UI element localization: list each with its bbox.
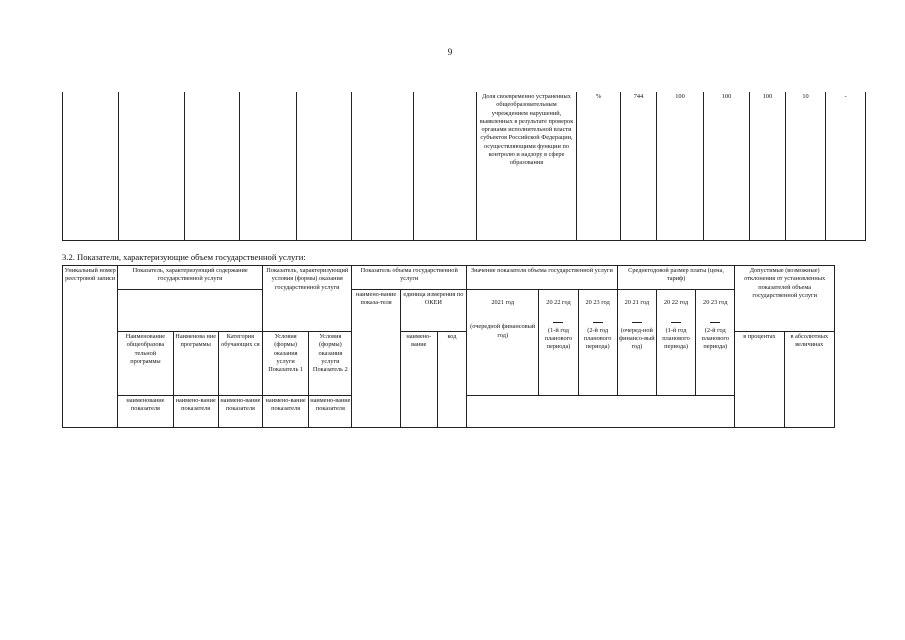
value-year-2-cell: 100 xyxy=(704,92,750,241)
fee-header: Среднегодовой размер платы (цена, тариф) xyxy=(617,266,735,290)
conditions-indicator-header: Показатель, характеризующий условия (формы) оказания государственной услуги xyxy=(263,266,352,332)
value-period-label: (2-й год планового периода) xyxy=(583,326,612,351)
deviation-header: Допустимые (возможные) отклонения от установленных показателей объема государственной услуги xyxy=(735,266,835,332)
content-sub-header: Наименование общеобразова тельной программы xyxy=(118,332,173,396)
indicator-name-cell: Доля своевременно устраненных общеобразовательным учреждением нарушений, выявленных в результате проверок органами исполнительной власти субъектов Российской Федерации, осуществляющими функции по контролю и надзору в сфере образования xyxy=(477,92,577,241)
table-row xyxy=(63,92,866,241)
blank-underline xyxy=(593,315,603,323)
empty-cell xyxy=(119,92,185,241)
conditions-sub-header: Условия (формы) оказания услуги Показатель 2 xyxy=(309,332,352,396)
okei-header: единица измерения по ОКЕИ xyxy=(400,290,466,332)
fee-year-2022-header: 20 22 год (1-й год планового периода) xyxy=(656,290,695,396)
value-year-3-cell: 100 xyxy=(750,92,786,241)
unit-cell: % xyxy=(577,92,621,241)
blank-underline xyxy=(671,315,681,323)
table-row xyxy=(63,290,835,332)
blank-underline xyxy=(710,315,720,323)
empty-cell xyxy=(185,92,240,241)
fee-period-label: (2-й год планового периода) xyxy=(701,326,729,351)
name-cell: наименование показателя xyxy=(118,396,173,428)
name-cell: наимено-вание показателя xyxy=(173,396,218,428)
content-sub-header: Наименова ние программы xyxy=(173,332,218,396)
deviation-absolute-header: в абсолютных величинах xyxy=(784,332,834,428)
blank-underline xyxy=(632,315,642,323)
empty-cell xyxy=(297,92,352,241)
value-year-2022-header: 20 22 год (1-й год планового периода) xyxy=(539,290,578,396)
value-year-label: 2021 год xyxy=(491,299,515,306)
value-year-2023-header: 20 23 год (2-й год планового периода) xyxy=(578,290,617,396)
value-period-label: (очередной финансовый год) xyxy=(470,323,536,339)
fee-period-label: (очеред-ной финансо-вый год) xyxy=(619,326,655,351)
okei-code-header: код xyxy=(437,332,466,428)
fee-period-label: (1-й год планового периода) xyxy=(662,326,690,351)
empty-cell xyxy=(414,92,477,241)
okei-name-header: наимено-вание xyxy=(400,332,437,428)
name-cell: наимено-вание показателя xyxy=(309,396,352,428)
name-cell: наимено-вание показателя xyxy=(218,396,262,428)
fee-year-2021-header: 20 21 год (очеред-ной финансо-вый год) xyxy=(617,290,656,396)
conditions-sub-header: Условия (формы) оказания услуги Показатель 1 xyxy=(263,332,309,396)
name-cell: наимено-вание показателя xyxy=(263,396,309,428)
empty-cell xyxy=(63,92,119,241)
volume-value-header: Значение показателя объема государственной услуги xyxy=(467,266,618,290)
deviation-absolute-cell: - xyxy=(826,92,866,241)
okei-code-cell: 744 xyxy=(621,92,657,241)
blank-underline xyxy=(553,315,563,323)
empty-cell xyxy=(467,396,735,428)
value-period-label: (1-й год планового периода) xyxy=(544,326,573,351)
volume-name-header: наимено-вание показа-теля xyxy=(352,290,400,428)
page-number: 9 xyxy=(447,47,453,57)
quality-indicators-table xyxy=(62,92,866,241)
content-sub-header: Категория обучающих ся xyxy=(218,332,262,396)
value-year-2021-header xyxy=(467,290,539,396)
fee-year-2023-header: 20 23 год (2-й год планового периода) xyxy=(696,290,735,396)
empty-cell xyxy=(352,92,414,241)
volume-indicator-header: Показатель объема государственной услуги xyxy=(352,266,467,290)
deviation-percent-cell: 10 xyxy=(786,92,826,241)
section-title: 3.2. Показатели, характеризующие объем государственной услуги: xyxy=(62,252,306,262)
content-indicator-header: Показатель, характеризующий содержание государственной услуги xyxy=(118,266,263,290)
empty-cell xyxy=(240,92,297,241)
value-year-1-cell: 100 xyxy=(657,92,704,241)
deviation-percent-header: в процентах xyxy=(735,332,784,428)
empty-cell xyxy=(118,290,263,332)
registry-number-header: Уникальный номер реестровой записи xyxy=(63,266,118,428)
volume-indicators-table xyxy=(62,265,835,428)
table-row xyxy=(63,266,835,290)
